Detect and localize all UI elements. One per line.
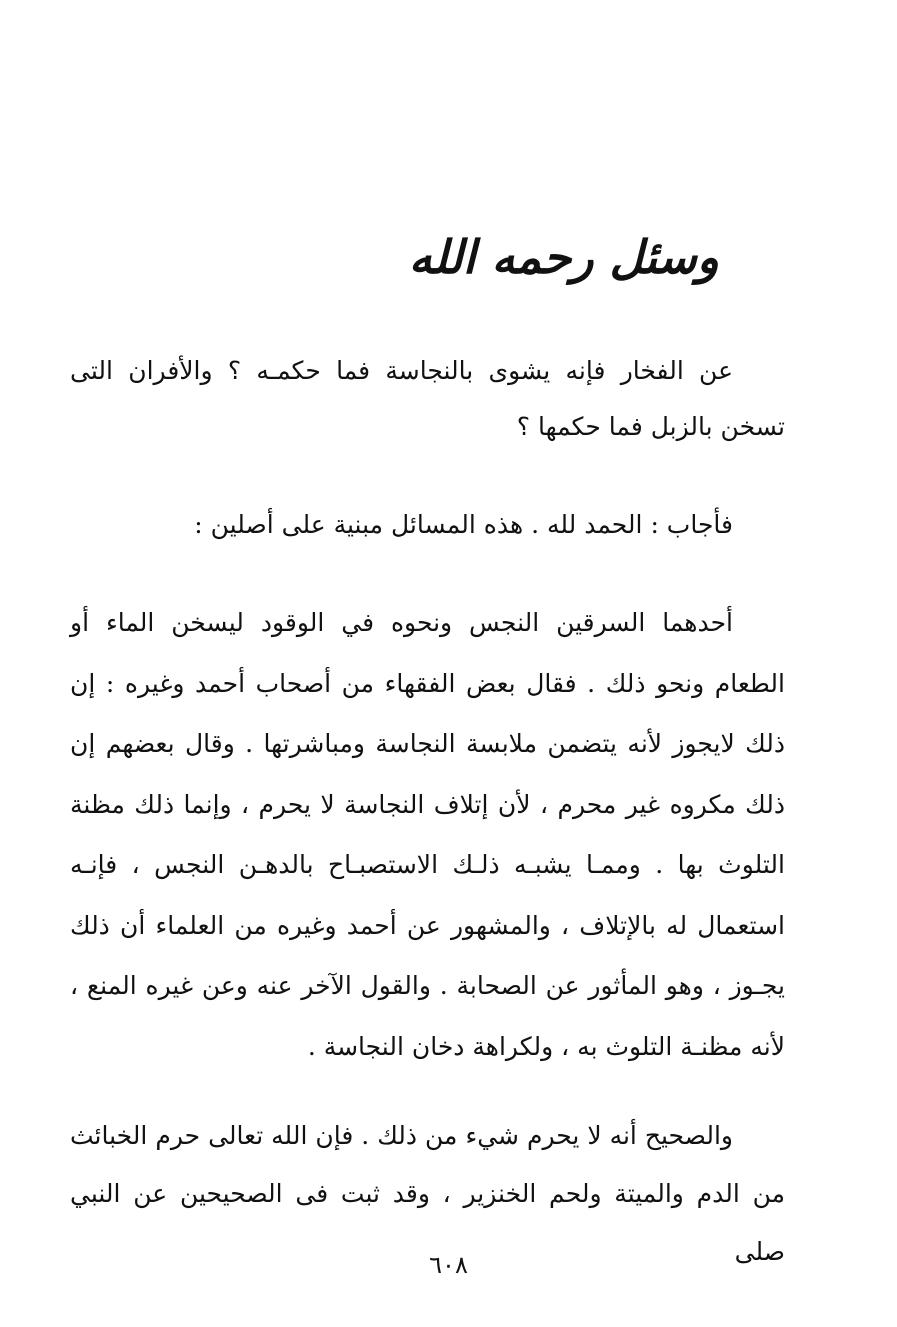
section-heading: وسئل رحمه الله <box>408 230 719 284</box>
answer-intro-paragraph <box>70 497 785 553</box>
first-principle-text: أحدهما السرقين النجس ونحوه في الوقود ليسخن الماء أو الطعام ونحو ذلك . فقال بعض الفقهاء من أصحاب أحمد وغيره : إن ذلك لايجوز لأنه يتضمن ملابسة النجاسة ومباشرتها . وقال بعضهم إن ذلك مكروه غير محرم ، لأن إتلاف النجاسة لا يحرم ، وإنما ذلك مظنة التلوث بها . وممـا يشبـه ذلـك الاستصبـاح بالدهـن النجس ، فإنـه استعمال له بالإتلاف ، والمشهور عن أحمد وغيره من العلماء أن ذلك يجـوز ، وهو المأثور عن الصحابة . والقول الآخر عنه وعن غيره المنع ، لأنه مظنـة التلوث به ، ولكراهة دخان النجاسة . <box>70 608 785 1061</box>
question-text: عن الفخار فإنه يشوى بالنجاسة فما حكمـه ؟ والأفران التى تسخن بالزبل فما حكمها ؟ <box>70 356 785 441</box>
answer-intro-text: فأجاب : الحمد لله . هذه المسائل مبنية على أصلين : <box>194 510 733 539</box>
question-paragraph <box>70 343 785 455</box>
page-number: ٦٠٨ <box>429 1251 468 1279</box>
ruling-text: والصحيح أنه لا يحرم شيء من ذلك . فإن الله تعالى حرم الخبائث من الدم والميتة ولحم الخنزير ، وقد ثبت فى الصحيحين عن النبي صلى <box>70 1121 785 1266</box>
first-principle-paragraph <box>70 593 785 1077</box>
